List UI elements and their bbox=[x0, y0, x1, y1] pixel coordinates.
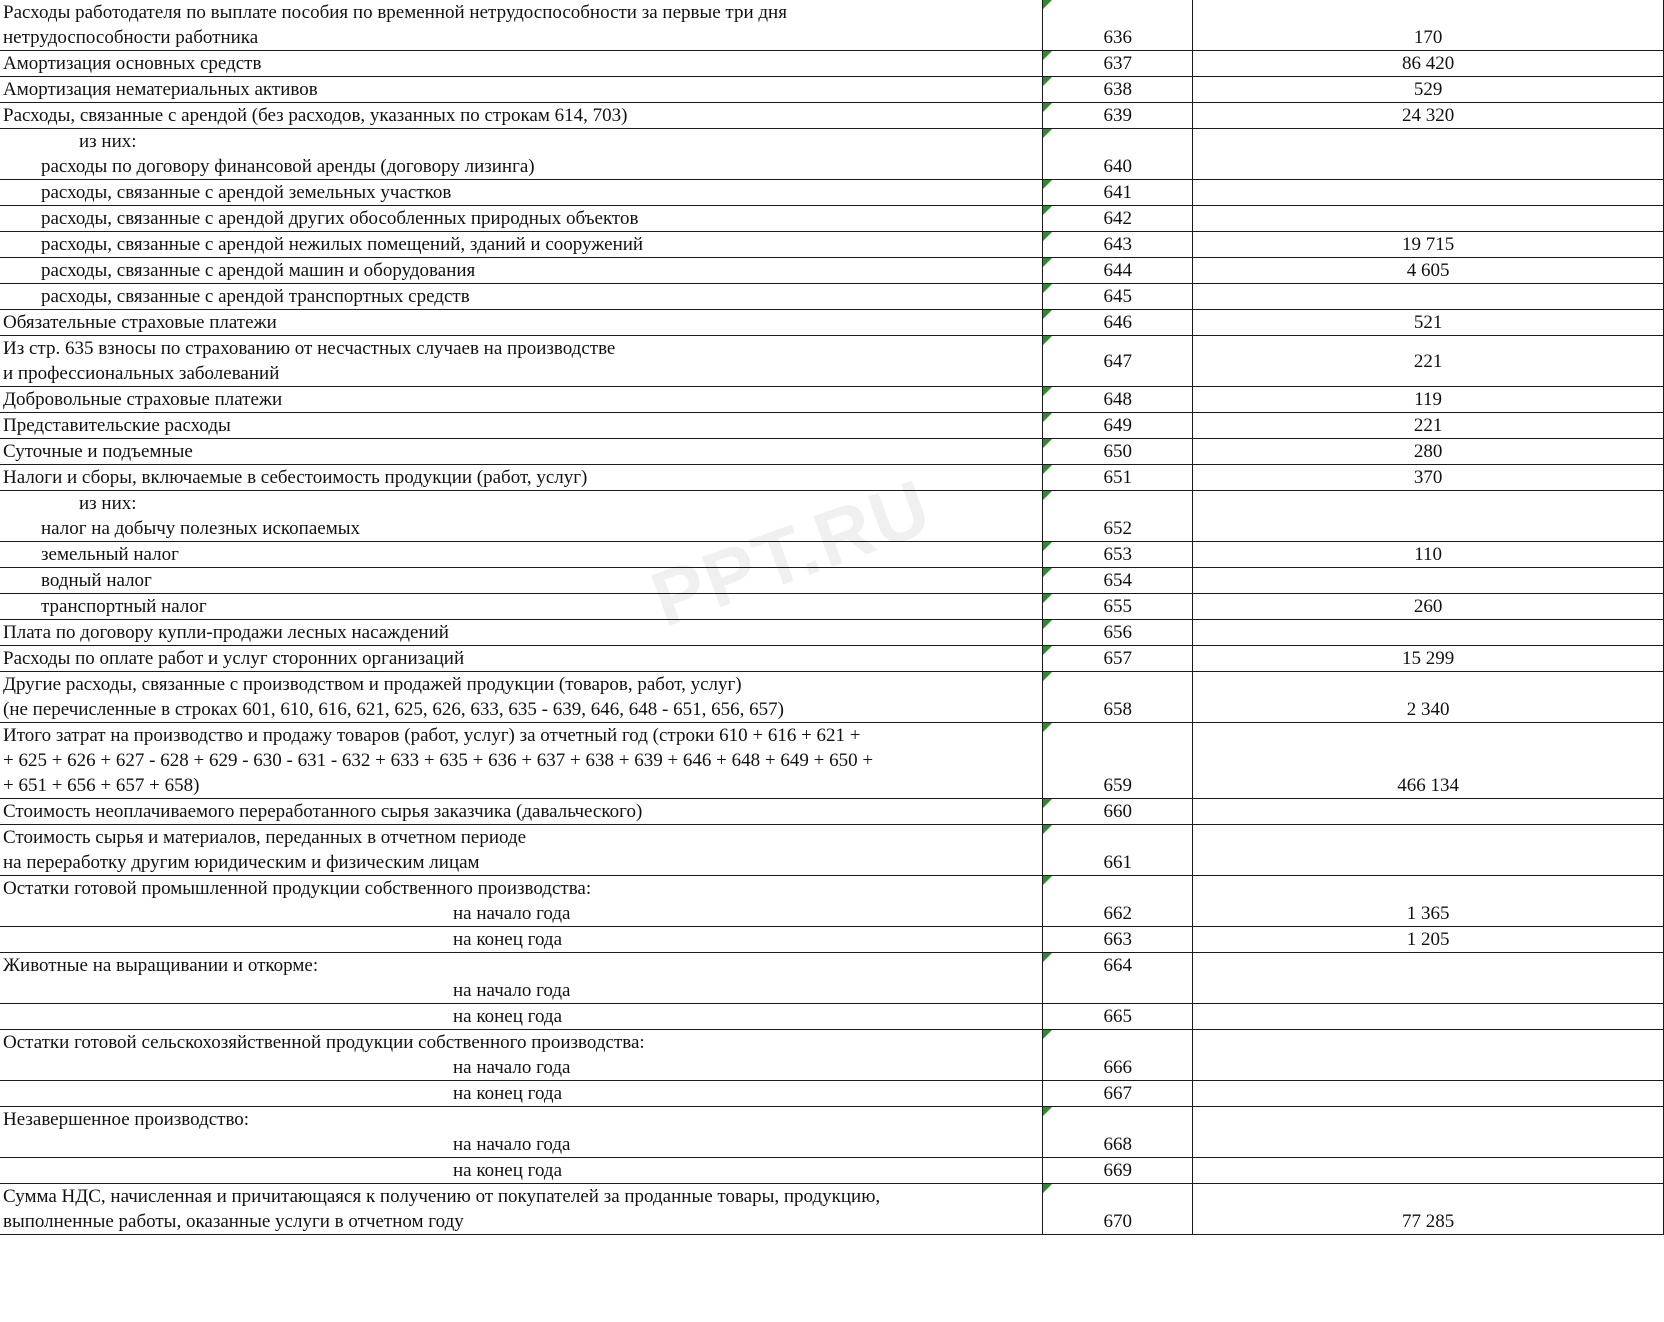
row-label-cell[interactable] bbox=[0, 258, 1043, 284]
group-start-label-cell[interactable] bbox=[0, 1132, 1043, 1158]
row-label-line: расходы, связанные с арендой транспортных средств bbox=[41, 286, 470, 307]
group-end-label: на конец года bbox=[453, 1006, 563, 1027]
row-label-cell[interactable] bbox=[0, 77, 1043, 103]
row-label-cell[interactable] bbox=[0, 103, 1043, 129]
group-title-value-cell[interactable] bbox=[1193, 876, 1664, 902]
group-end-code-cell[interactable]: 665 bbox=[1043, 1004, 1193, 1030]
row-label-cell[interactable] bbox=[0, 336, 1043, 387]
group-title: Незавершенное производство: bbox=[3, 1109, 250, 1130]
row-label-line: (не перечисленные в строках 601, 610, 616, 621, 625, 626, 633, 635 - 639, 646, 648 - 651, 656, 657) bbox=[3, 699, 784, 720]
row-code-cell[interactable]: 649 bbox=[1043, 413, 1193, 439]
group-start-row bbox=[0, 1055, 1664, 1081]
group-title-code-cell[interactable] bbox=[1043, 1107, 1193, 1133]
row-value-cell[interactable]: 19 715 bbox=[1193, 232, 1664, 258]
row-label-cell[interactable] bbox=[0, 723, 1043, 799]
row-label-line: Из стр. 635 взносы по страхованию от несчастных случаев на производстве bbox=[3, 338, 616, 359]
row-value-cell[interactable] bbox=[1193, 568, 1664, 594]
group-end-row bbox=[0, 1158, 1664, 1184]
row-label-cell[interactable] bbox=[0, 129, 1043, 180]
table-row bbox=[0, 542, 1664, 568]
group-start-code-cell[interactable]: 666 bbox=[1043, 1055, 1193, 1081]
group-start-code-cell[interactable]: 662 bbox=[1043, 901, 1193, 927]
group-end-row bbox=[0, 1081, 1664, 1107]
group-end-code-cell[interactable]: 669 bbox=[1043, 1158, 1193, 1184]
row-label-line: транспортный налог bbox=[41, 596, 207, 617]
table-row bbox=[0, 232, 1664, 258]
group-end-label-cell[interactable] bbox=[0, 1081, 1043, 1107]
group-title-value-cell[interactable] bbox=[1193, 1030, 1664, 1056]
row-code-cell[interactable]: 645 bbox=[1043, 284, 1193, 310]
row-code-cell[interactable]: 651 bbox=[1043, 465, 1193, 491]
row-label-cell[interactable] bbox=[0, 568, 1043, 594]
group-start-label: на начало года bbox=[453, 1057, 571, 1078]
group-title: Остатки готовой промышленной продукции собственного производства: bbox=[3, 878, 592, 899]
table-row bbox=[0, 672, 1664, 723]
row-code-cell[interactable]: 647 bbox=[1043, 336, 1193, 387]
row-value-cell[interactable] bbox=[1193, 491, 1664, 542]
table-row bbox=[0, 439, 1664, 465]
group-title-code-cell[interactable] bbox=[1043, 876, 1193, 902]
row-code-cell[interactable]: 637 bbox=[1043, 51, 1193, 77]
group-end-value-cell[interactable] bbox=[1193, 1004, 1664, 1030]
row-value-cell[interactable] bbox=[1193, 825, 1664, 876]
row-label-line: нетрудоспособности работника bbox=[3, 27, 259, 48]
row-label-line: Добровольные страховые платежи bbox=[3, 389, 283, 410]
group-start-value-cell[interactable] bbox=[1193, 1132, 1664, 1158]
row-label-cell[interactable] bbox=[0, 387, 1043, 413]
group-title: Животные на выращивании и откорме: bbox=[3, 955, 319, 976]
group-end-row bbox=[0, 1004, 1664, 1030]
row-label-line: Расходы работодателя по выплате пособия по временной нетрудоспособности за первые три дня bbox=[3, 2, 787, 23]
table-row bbox=[0, 387, 1664, 413]
row-label-line: Плата по договору купли-продажи лесных насаждений bbox=[3, 622, 449, 643]
row-code-cell[interactable]: 655 bbox=[1043, 594, 1193, 620]
table-row bbox=[0, 77, 1664, 103]
row-value-cell[interactable]: 221 bbox=[1193, 336, 1664, 387]
table-row bbox=[0, 0, 1664, 51]
row-value-cell[interactable]: 221 bbox=[1193, 413, 1664, 439]
row-value-cell[interactable]: 260 bbox=[1193, 594, 1664, 620]
row-code-cell[interactable]: 644 bbox=[1043, 258, 1193, 284]
row-code-cell[interactable]: 643 bbox=[1043, 232, 1193, 258]
row-code-cell[interactable]: 657 bbox=[1043, 646, 1193, 672]
row-label-line: расходы, связанные с арендой земельных участков bbox=[41, 182, 452, 203]
watermark: PPT.RU bbox=[640, 461, 943, 644]
row-label-line: Другие расходы, связанные с производством и продажей продукции (товаров, работ, услуг) bbox=[3, 674, 742, 695]
row-label-cell[interactable] bbox=[0, 51, 1043, 77]
group-title-cell[interactable] bbox=[0, 1030, 1043, 1056]
row-code-cell[interactable]: 641 bbox=[1043, 180, 1193, 206]
row-label-line: водный налог bbox=[41, 570, 152, 591]
group-start-label: на начало года bbox=[453, 903, 571, 924]
row-value-cell[interactable] bbox=[1193, 129, 1664, 180]
row-code-cell[interactable]: 640 bbox=[1043, 129, 1193, 180]
row-label-cell[interactable] bbox=[0, 439, 1043, 465]
row-value-cell[interactable]: 4 605 bbox=[1193, 258, 1664, 284]
row-label-cell[interactable] bbox=[0, 232, 1043, 258]
row-value-cell[interactable]: 529 bbox=[1193, 77, 1664, 103]
row-value-cell[interactable]: 521 bbox=[1193, 310, 1664, 336]
row-value-cell[interactable]: 280 bbox=[1193, 439, 1664, 465]
row-label-cell[interactable] bbox=[0, 180, 1043, 206]
row-label-line: Расходы, связанные с арендой (без расходов, указанных по строкам 614, 703) bbox=[3, 105, 628, 126]
row-code-cell[interactable]: 642 bbox=[1043, 206, 1193, 232]
row-value-cell[interactable] bbox=[1193, 180, 1664, 206]
row-label-line: Сумма НДС, начисленная и причитающаяся к получению от покупателей за проданные товары, продукцию, bbox=[3, 1186, 881, 1207]
row-label-line: расходы по договору финансовой аренды (договору лизинга) bbox=[41, 156, 535, 177]
group-title-row bbox=[0, 1107, 1664, 1133]
group-start-row bbox=[0, 978, 1664, 1004]
row-code-cell[interactable]: 656 bbox=[1043, 620, 1193, 646]
row-label-line: на переработку другим юридическим и физическим лицам bbox=[3, 852, 480, 873]
table-row bbox=[0, 284, 1664, 310]
table-row bbox=[0, 413, 1664, 439]
row-value-cell[interactable] bbox=[1193, 284, 1664, 310]
row-label-line: Суточные и подъемные bbox=[3, 441, 193, 462]
group-title-code-cell[interactable]: 664 bbox=[1043, 953, 1193, 979]
row-code-cell[interactable]: 639 bbox=[1043, 103, 1193, 129]
group-end-label-cell[interactable] bbox=[0, 1158, 1043, 1184]
row-label-line: + 625 + 626 + 627 - 628 + 629 - 630 - 631 - 632 + 633 + 635 + 636 + 637 + 638 + 639 + 646 + 648 + 649 + 650 + bbox=[3, 750, 874, 771]
table-row bbox=[0, 310, 1664, 336]
row-label-line: Налоги и сборы, включаемые в себестоимость продукции (работ, услуг) bbox=[3, 467, 588, 488]
group-start-value-cell[interactable] bbox=[1193, 978, 1664, 1004]
row-label-cell[interactable] bbox=[0, 542, 1043, 568]
row-label-line: расходы, связанные с арендой машин и оборудования bbox=[41, 260, 476, 281]
table-row bbox=[0, 206, 1664, 232]
row-label-cell[interactable] bbox=[0, 799, 1043, 825]
row-value-cell[interactable]: 119 bbox=[1193, 387, 1664, 413]
row-value-cell[interactable]: 77 285 bbox=[1193, 1184, 1664, 1235]
group-title-row bbox=[0, 876, 1664, 902]
row-value-cell[interactable]: 110 bbox=[1193, 542, 1664, 568]
group-start-row bbox=[0, 901, 1664, 927]
table-row bbox=[0, 51, 1664, 77]
group-end-label: на конец года bbox=[453, 929, 563, 950]
table-row bbox=[0, 129, 1664, 180]
row-value-cell[interactable]: 466 134 bbox=[1193, 723, 1664, 799]
row-label-cell[interactable] bbox=[0, 1184, 1043, 1235]
row-value-cell[interactable]: 86 420 bbox=[1193, 51, 1664, 77]
subheader-label: из них: bbox=[79, 493, 137, 514]
row-value-cell[interactable]: 170 bbox=[1193, 0, 1664, 51]
table-row bbox=[0, 180, 1664, 206]
row-label-line: Амортизация нематериальных активов bbox=[3, 79, 318, 100]
row-code-cell[interactable]: 658 bbox=[1043, 672, 1193, 723]
row-code-cell[interactable]: 650 bbox=[1043, 439, 1193, 465]
row-label-cell[interactable] bbox=[0, 206, 1043, 232]
row-label-line: расходы, связанные с арендой других обособленных природных объектов bbox=[41, 208, 639, 229]
row-label-line: Обязательные страховые платежи bbox=[3, 312, 277, 333]
group-title-cell[interactable] bbox=[0, 876, 1043, 902]
group-title-code-cell[interactable] bbox=[1043, 1030, 1193, 1056]
row-label-cell[interactable] bbox=[0, 465, 1043, 491]
row-label-line: Стоимость сырья и материалов, переданных в отчетном периоде bbox=[3, 827, 527, 848]
group-start-label: на начало года bbox=[453, 1134, 571, 1155]
table-row bbox=[0, 620, 1664, 646]
row-value-cell[interactable]: 24 320 bbox=[1193, 103, 1664, 129]
row-code-cell[interactable]: 653 bbox=[1043, 542, 1193, 568]
row-code-cell[interactable]: 636 bbox=[1043, 0, 1193, 51]
row-label-line: Амортизация основных средств bbox=[3, 53, 262, 74]
row-label-cell[interactable] bbox=[0, 594, 1043, 620]
group-title-cell[interactable] bbox=[0, 953, 1043, 979]
row-code-cell[interactable]: 660 bbox=[1043, 799, 1193, 825]
row-label-cell[interactable] bbox=[0, 491, 1043, 542]
table-row bbox=[0, 799, 1664, 825]
row-label-line: + 651 + 656 + 657 + 658) bbox=[3, 775, 200, 796]
row-code-cell[interactable]: 652 bbox=[1043, 491, 1193, 542]
row-label-line: расходы, связанные с арендой нежилых помещений, зданий и сооружений bbox=[41, 234, 644, 255]
group-end-value-cell[interactable]: 1 205 bbox=[1193, 927, 1664, 953]
table-row bbox=[0, 594, 1664, 620]
group-end-label: на конец года bbox=[453, 1083, 563, 1104]
row-value-cell[interactable]: 370 bbox=[1193, 465, 1664, 491]
group-start-code-cell[interactable]: 668 bbox=[1043, 1132, 1193, 1158]
row-label-cell[interactable] bbox=[0, 413, 1043, 439]
row-label-line: налог на добычу полезных ископаемых bbox=[41, 518, 360, 539]
group-start-row bbox=[0, 1132, 1664, 1158]
row-code-cell[interactable]: 654 bbox=[1043, 568, 1193, 594]
table-row bbox=[0, 103, 1664, 129]
group-end-label-cell[interactable] bbox=[0, 1004, 1043, 1030]
row-label-cell[interactable] bbox=[0, 672, 1043, 723]
group-title-value-cell[interactable] bbox=[1193, 1107, 1664, 1133]
row-code-cell[interactable]: 638 bbox=[1043, 77, 1193, 103]
table-row bbox=[0, 723, 1664, 799]
group-start-label-cell[interactable] bbox=[0, 1055, 1043, 1081]
row-value-cell[interactable]: 15 299 bbox=[1193, 646, 1664, 672]
row-label-line: земельный налог bbox=[41, 544, 179, 565]
row-code-cell[interactable]: 646 bbox=[1043, 310, 1193, 336]
row-code-cell[interactable]: 648 bbox=[1043, 387, 1193, 413]
group-title-row bbox=[0, 1030, 1664, 1056]
table-row bbox=[0, 336, 1664, 387]
row-label-cell[interactable] bbox=[0, 620, 1043, 646]
group-title-row bbox=[0, 953, 1664, 979]
table-row bbox=[0, 465, 1664, 491]
row-value-cell[interactable] bbox=[1193, 799, 1664, 825]
group-start-value-cell[interactable] bbox=[1193, 1055, 1664, 1081]
group-start-value-cell[interactable]: 1 365 bbox=[1193, 901, 1664, 927]
row-label-cell[interactable] bbox=[0, 310, 1043, 336]
row-label-line: и профессиональных заболеваний bbox=[3, 363, 280, 384]
row-label-cell[interactable] bbox=[0, 646, 1043, 672]
group-start-code-cell[interactable] bbox=[1043, 978, 1193, 1004]
row-code-cell[interactable]: 670 bbox=[1043, 1184, 1193, 1235]
group-start-label-cell[interactable] bbox=[0, 901, 1043, 927]
row-value-cell[interactable] bbox=[1193, 206, 1664, 232]
group-end-code-cell[interactable]: 663 bbox=[1043, 927, 1193, 953]
group-start-label: на начало года bbox=[453, 980, 571, 1001]
row-code-cell[interactable]: 661 bbox=[1043, 825, 1193, 876]
group-end-value-cell[interactable] bbox=[1193, 1081, 1664, 1107]
row-label-line: Итого затрат на производство и продажу товаров (работ, услуг) за отчетный год (строки 610 + 616 + 621 + bbox=[3, 725, 861, 746]
table-row bbox=[0, 491, 1664, 542]
row-label-line: Представительские расходы bbox=[3, 415, 231, 436]
row-label-line: Стоимость неоплачиваемого переработанного сырья заказчика (давальческого) bbox=[3, 801, 643, 822]
group-end-row bbox=[0, 927, 1664, 953]
row-label-line: Расходы по оплате работ и услуг сторонних организаций bbox=[3, 648, 465, 669]
row-value-cell[interactable] bbox=[1193, 620, 1664, 646]
group-title: Остатки готовой сельскохозяйственной продукции собственного производства: bbox=[3, 1032, 645, 1053]
row-label-line: выполненные работы, оказанные услуги в отчетном году bbox=[3, 1211, 464, 1232]
table-row bbox=[0, 258, 1664, 284]
row-label-cell[interactable] bbox=[0, 284, 1043, 310]
group-title-value-cell[interactable] bbox=[1193, 953, 1664, 979]
table-row bbox=[0, 646, 1664, 672]
subheader-label: из них: bbox=[79, 131, 137, 152]
table-row bbox=[0, 1184, 1664, 1235]
row-value-cell[interactable]: 2 340 bbox=[1193, 672, 1664, 723]
row-code-cell[interactable]: 659 bbox=[1043, 723, 1193, 799]
table-row bbox=[0, 568, 1664, 594]
group-start-label-cell[interactable] bbox=[0, 978, 1043, 1004]
group-title-cell[interactable] bbox=[0, 1107, 1043, 1133]
row-label-cell[interactable] bbox=[0, 825, 1043, 876]
row-label-cell[interactable] bbox=[0, 0, 1043, 51]
group-end-code-cell[interactable]: 667 bbox=[1043, 1081, 1193, 1107]
group-end-value-cell[interactable] bbox=[1193, 1158, 1664, 1184]
group-end-label-cell[interactable] bbox=[0, 927, 1043, 953]
group-end-label: на конец года bbox=[453, 1160, 563, 1181]
table-row bbox=[0, 825, 1664, 876]
